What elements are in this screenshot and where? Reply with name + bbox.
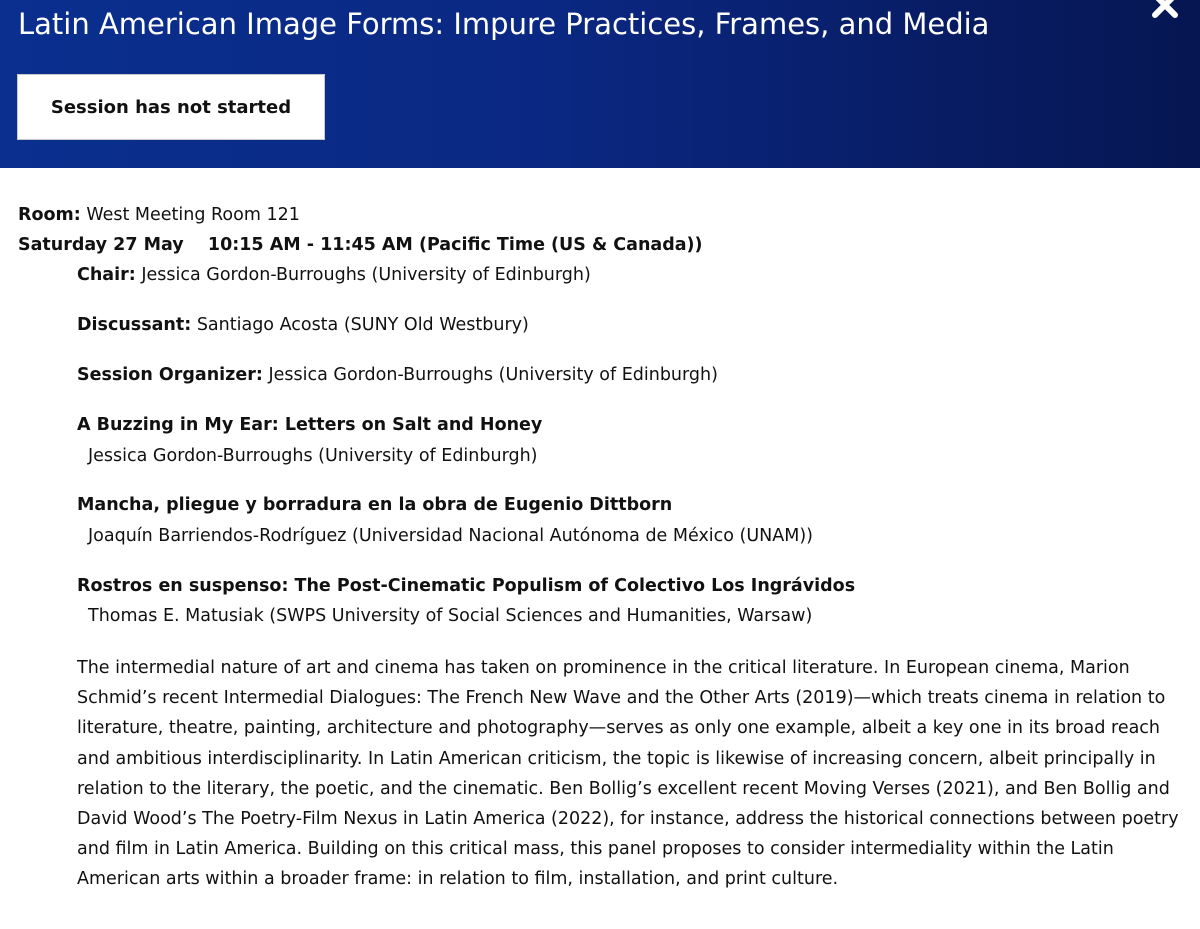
session-status-button[interactable]: Session has not started (17, 74, 325, 140)
paper-author: Joaquín Barriendos-Rodríguez (Universidad Nacional Autónoma de México (UNAM)) (88, 526, 814, 546)
session-title: Latin American Image Forms: Impure Practices, Frames, and Media (18, 7, 990, 41)
session-date: Saturday 27 May (18, 235, 184, 255)
discussant-line (77, 312, 529, 338)
session-abstract: The intermedial nature of art and cinema has taken on prominence in the critical literature. In European cinema, Marion Schmid’s recent Intermedial Dialogues: The French New Wave and the Other Arts (2019)—which treats cinema in relation to literature, theatre, painting, architecture and photography—serves as only one example, albeit a key one in its broad reach and ambitious interdisciplinarity. In Latin American criticism, the topic is likewise of increasing concern, albeit principally in relation to the literary, the poetic, and the cinematic. Ben Bollig’s excellent recent Moving Verses (2021), and Ben Bollig and David Wood’s The Poetry-Film Nexus in Latin America (2022), for instance, address the historical connections between poetry and film in Latin America. Building on this critical mass, this panel proposes to consider intermediality within the Latin American arts within a broader frame: in relation to film, installation, and print culture. (77, 658, 1179, 890)
paper-author: Jessica Gordon-Burroughs (University of Edinburgh) (88, 446, 538, 466)
chair-value: Jessica Gordon-Burroughs (University of Edinburgh) (141, 265, 591, 285)
session-header (0, 0, 1200, 168)
organizer-line (77, 362, 718, 388)
chair-line (77, 262, 591, 288)
datetime-line (18, 232, 703, 258)
paper-author: Thomas E. Matusiak (SWPS University of Social Sciences and Humanities, Warsaw) (88, 606, 813, 626)
close-button[interactable] (1148, 0, 1182, 22)
organizer-label: Session Organizer: (77, 365, 263, 385)
organizer-value: Jessica Gordon-Burroughs (University of Edinburgh) (268, 365, 718, 385)
paper-title[interactable]: A Buzzing in My Ear: Letters on Salt and Honey (77, 415, 543, 435)
discussant-value: Santiago Acosta (SUNY Old Westbury) (196, 315, 529, 335)
paper-title[interactable]: Mancha, pliegue y borradura en la obra de Eugenio Dittborn (77, 495, 673, 515)
discussant-label: Discussant: (77, 315, 192, 335)
session-time: 10:15 AM - 11:45 AM (Pacific Time (US & Canada)) (207, 235, 703, 255)
room-line (18, 202, 300, 228)
close-icon (1150, 0, 1180, 20)
paper-title[interactable]: Rostros en suspenso: The Post-Cinematic Populism of Colectivo Los Ingrávidos (77, 576, 856, 596)
chair-label: Chair: (77, 265, 136, 285)
room-value: West Meeting Room 121 (86, 205, 300, 225)
room-label: Room: (18, 205, 81, 225)
